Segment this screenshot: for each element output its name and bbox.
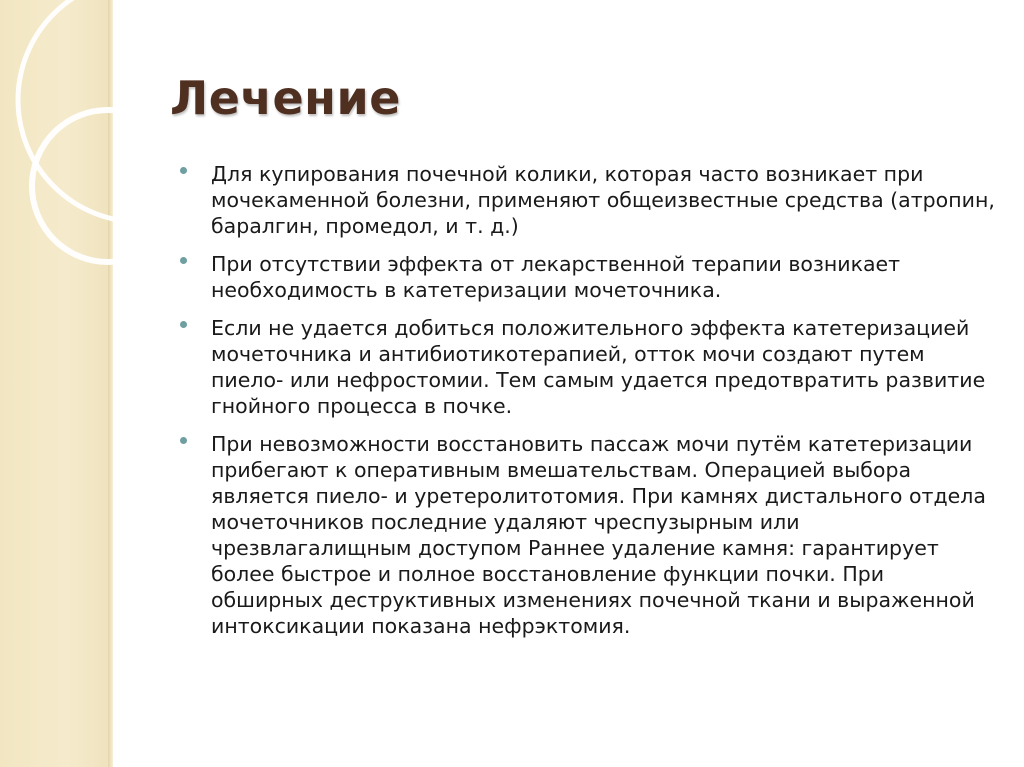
decorative-circles bbox=[0, 0, 200, 320]
bullet-text: Если не удается добиться положительного эффекта катетеризацией мочеточника и антибиотикотерапией, отток мочи создают путем пиело- или нефростомии. Тем самым удается предотвратить развитие гнойного процесса в почке. bbox=[211, 316, 986, 418]
bullet-item bbox=[180, 161, 1000, 239]
bullet-text: Для купирования почечной колики, которая часто возникает при мочекаменной болезни, применяют общеизвестные средства (атропин, баралгин, промедол, и т. д.) bbox=[211, 162, 995, 238]
bullet-item bbox=[180, 315, 1000, 419]
bullet-dot-icon bbox=[180, 257, 187, 264]
bullet-text: При отсутствии эффекта от лекарственной терапии возникает необходимость в катетеризации мочеточника. bbox=[211, 252, 901, 302]
bullet-dot-icon bbox=[180, 321, 187, 328]
bullet-item bbox=[180, 251, 1000, 303]
bullet-dot-icon bbox=[180, 437, 187, 444]
slide-title: Лечение bbox=[170, 71, 401, 125]
bullet-dot-icon bbox=[180, 167, 187, 174]
bullet-list bbox=[180, 161, 1000, 651]
bullet-item bbox=[180, 431, 1000, 639]
bullet-text: При невозможности восстановить пассаж мочи путём катетеризации прибегают к оперативным вмешательствам. Операцией выбора является пиело- и уретеролитотомия. При камнях дистального отдела мочеточников последние удаляют чреспузырным или чрезвлагалищным доступом Раннее удаление камня: гарантирует более быстрое и полное восстановление функции почки. При обширных деструктивных изменениях почечной ткани и выраженной интоксикации показана нефрэктомия. bbox=[211, 432, 986, 638]
